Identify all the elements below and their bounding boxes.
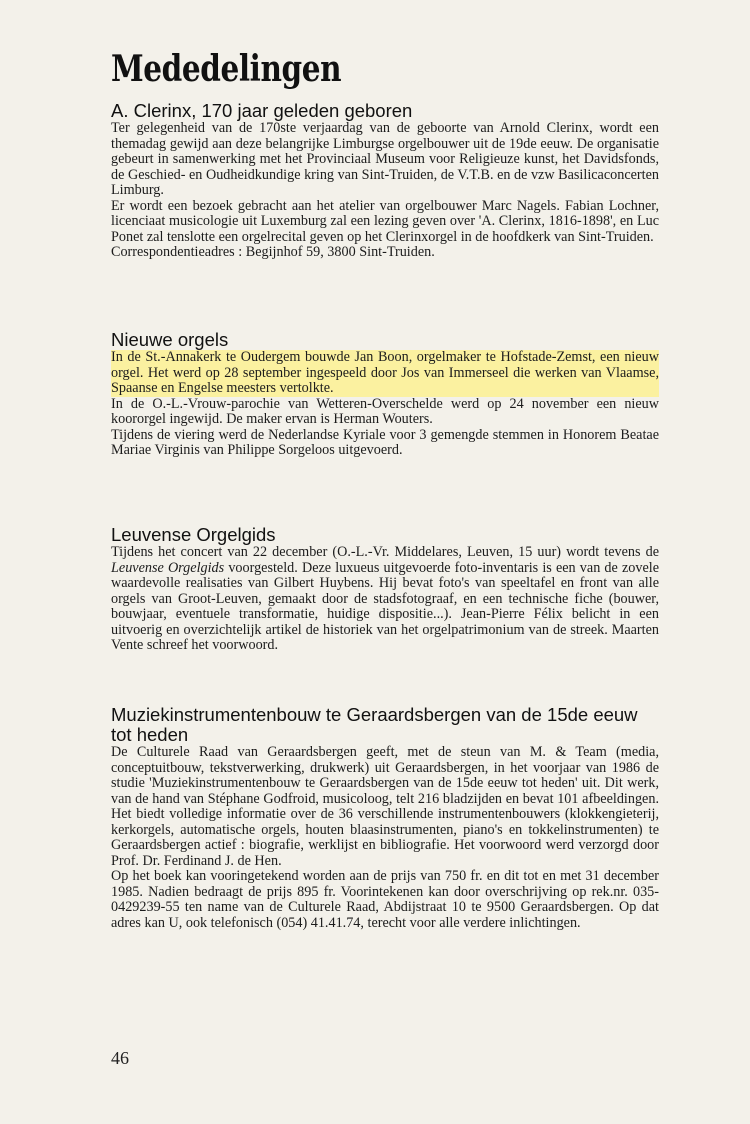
paragraph: In de O.-L.-Vrouw-parochie van Wetteren-Overschelde werd op 24 november een nieuw koororgel ingewijd. De maker ervan is Herman Wouters.: [111, 395, 659, 427]
section-muziekinstrumentenbouw: [111, 705, 659, 931]
paragraph: De Culturele Raad van Geraardsbergen geeft, met de steun van M. & Team (media, conceptuitbouw, tekstverwerking, drukwerk) uit Geraardsbergen, in het voorjaar van 1986 de studie 'Muziekinstrumentenbouw te Geraardsbergen van de 15de eeuw tot heden' uit. Dit werk, van de hand van Stéphane Godfroid, musicoloog, telt 216 bladzijden en bevat 101 afbeeldingen. Het biedt volledige informatie over de 36 verschillende instrumentenbouwers (klokkengieterij, kerkorgels, automatische orgels, houten blaasinstrumenten, piano's en tokkelinstrumenten) te Geraardsbergen actief : biografie, werklijst en bibliografie. Het voorwoord werd verzorgd door Prof. Dr. Ferdinand J. de Hen.: [111, 744, 659, 869]
page-number: 46: [111, 1048, 129, 1068]
paragraph: Correspondentieadres : Begijnhof 59, 3800 Sint-Truiden.: [111, 244, 435, 260]
paragraph-text: voorgesteld. Deze luxueus uitgevoerde foto-inventaris is een van de zovele waardevolle realisaties van Gilbert Huybens. Hij bevat foto's van speeltafel en front van alle orgels van Groot-Leuven, gemaakt door de stadsfotograaf, en een technische fiche (bouwer, bouwjaar, eventuele transformatie, huidige dispositie...). Jean-Pierre Félix belicht in een uitvoerig en overzichtelijk artikel de historiek van het orgelpatrimonium van de streek. Maarten Vente schreef het voorwoord.: [111, 559, 660, 653]
section-clerinx: [111, 101, 659, 261]
book-title: Leuvense Orgelgids: [111, 559, 225, 576]
section-nieuwe-orgels: [111, 330, 659, 459]
highlighted-paragraph: In de St.-Annakerk te Oudergem bouwde Jan Boon, orgelmaker te Hofstade-Zemst, een nieuw orgel. Het werd op 28 september ingespeeld door Jos van Immerseel die werken van Vlaamse, Spaanse en Engelse meesters vertolkte.: [111, 349, 659, 396]
paragraph-text: Tijdens het concert van 22 december (O.-L.-Vr. Middelares, Leuven, 15 uur) wordt tevens de: [111, 544, 659, 560]
paragraph: Er wordt een bezoek gebracht aan het atelier van orgelbouwer Marc Nagels. Fabian Lochner, licenciaat musicologie uit Luxemburg zal een lezing geven over 'A. Clerinx, 1816-1898', en Luc Ponet zal tenslotte een orgelrecital geven op het Clerinxorgel in de hoofdkerk van Sint-Truiden.: [111, 197, 659, 245]
paragraph: [111, 545, 659, 654]
section-heading: Nieuwe orgels: [111, 329, 229, 350]
section-heading: Leuvense Orgelgids: [111, 524, 276, 545]
section-heading: A. Clerinx, 170 jaar geleden geboren: [111, 100, 413, 121]
section-heading: Muziekinstrumentenbouw te Geraardsbergen van de 15de eeuw tot heden: [111, 704, 638, 745]
section-leuvense-orgelgids: [111, 525, 659, 654]
page-title: Mededelingen: [111, 48, 342, 90]
paragraph: Op het boek kan vooringetekend worden aan de prijs van 750 fr. en dit tot en met 31 december 1985. Nadien bedraagt de prijs 895 fr. Voorintekenen kan door overschrijving op rek.nr. 035-0429239-55 ten name van de Culturele Raad, Abdijstraat 10 te 9500 Geraardsbergen. Op dat adres kan U, ook telefonisch (054) 41.41.74, terecht voor alle verdere inlichtingen.: [111, 868, 659, 931]
paragraph: Tijdens de viering werd de Nederlandse Kyriale voor 3 gemengde stemmen in Honorem Beatae Mariae Virginis van Philippe Sorgeloos uitgevoerd.: [111, 426, 659, 458]
paragraph: Ter gelegenheid van de 170ste verjaardag van de geboorte van Arnold Clerinx, wordt een themadag gewijd aan deze belangrijke Limburgse orgelbouwer uit de 19de eeuw. De organisatie gebeurt in samenwerking met het Provinciaal Museum voor Religieuze kunst, het Davidsfonds, de Geschied- en Oudheidkundige kring van Sint-Truiden, de V.T.B. en de vzw Basilicaconcerten Limburg.: [111, 120, 659, 198]
page: [111, 0, 659, 1124]
